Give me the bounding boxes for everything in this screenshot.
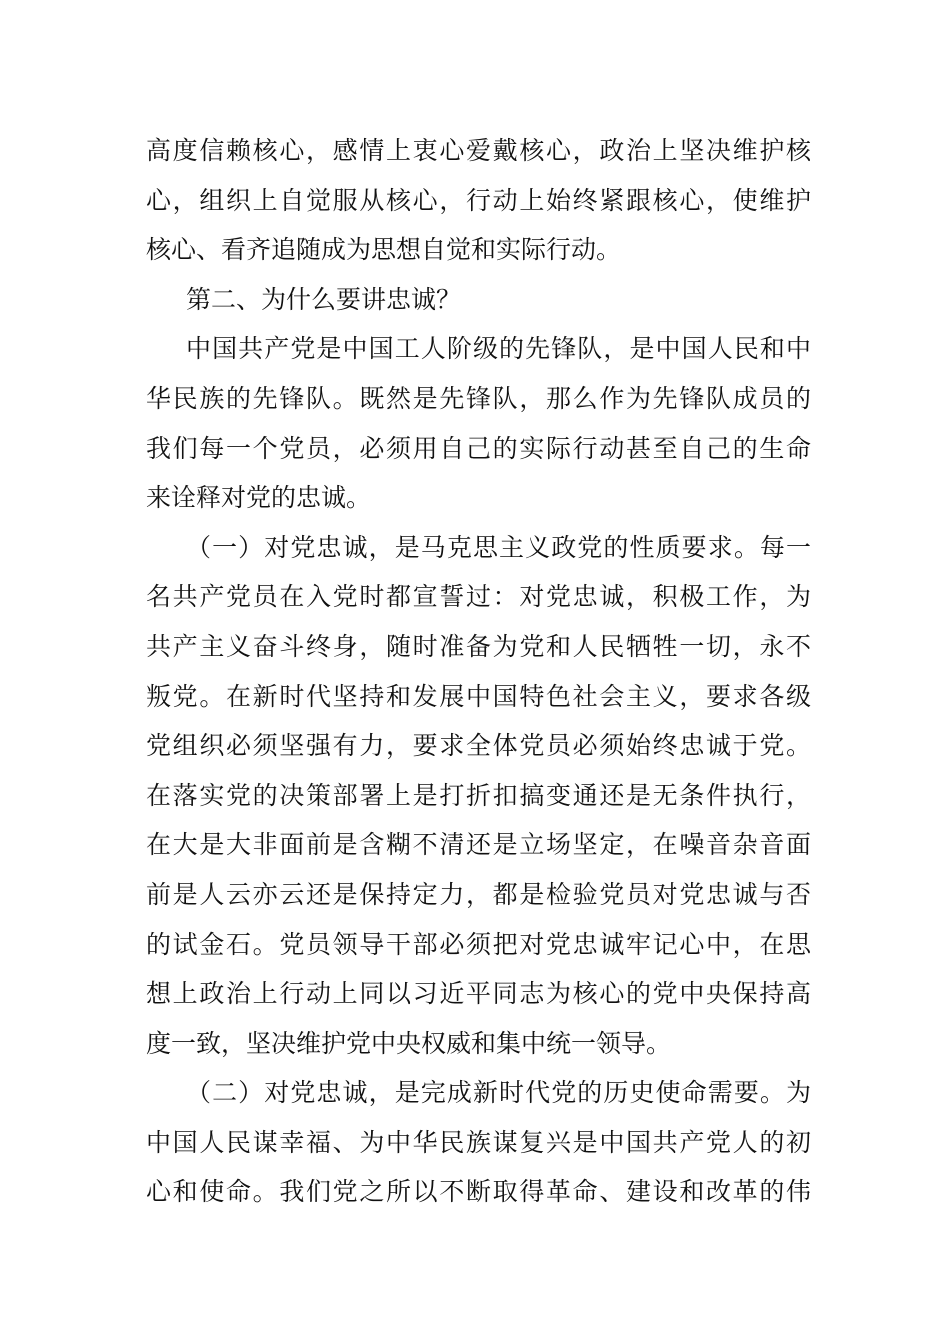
text-line: 高度信赖核心，感情上衷心爱戴核心，政治上坚决维护核 (146, 136, 811, 165)
text-line: 在落实党的决策部署上是打折扣搞变通还是无条件执行， (146, 780, 811, 810)
text-line: （二）对党忠诚，是完成新时代党的历史使命需要。为 (186, 1078, 811, 1108)
text-line: 我们每一个党员，必须用自己的实际行动甚至自己的生命 (146, 433, 811, 463)
text-line: 叛党。在新时代坚持和发展中国特色社会主义，要求各级 (146, 681, 811, 711)
text-line: 心和使命。我们党之所以不断取得革命、建设和改革的伟 (146, 1177, 811, 1207)
text-line: 华民族的先锋队。既然是先锋队，那么作为先锋队成员的 (146, 383, 811, 413)
text-line: 度一致，坚决维护党中央权威和集中统一领导。 (146, 1028, 672, 1058)
text-line: 共产主义奋斗终身，随时准备为党和人民牺牲一切，永不 (146, 631, 811, 661)
text-line: 中国人民谋幸福、为中华民族谋复兴是中国共产党人的初 (146, 1127, 811, 1157)
text-line: 党组织必须坚强有力，要求全体党员必须始终忠诚于党。 (146, 731, 811, 761)
text-line: 前是人云亦云还是保持定力，都是检验党员对党忠诚与否 (146, 879, 811, 909)
text-line: 的试金石。党员领导干部必须把对党忠诚牢记心中，在思 (146, 929, 811, 959)
text-line: 中国共产党是中国工人阶级的先锋队，是中国人民和中 (186, 334, 811, 364)
text-line: 心，组织上自觉服从核心，行动上始终紧跟核心，使维护 (146, 185, 811, 215)
section-heading: 第二、为什么要讲忠诚？ (186, 284, 462, 314)
text-line: 来诠释对党的忠诚。 (146, 483, 372, 513)
text-line: 名共产党员在入党时都宣誓过：对党忠诚，积极工作，为 (146, 582, 811, 612)
text-line: 核心、看齐追随成为思想自觉和实际行动。 (146, 235, 622, 265)
text-line: 在大是大非面前是含糊不清还是立场坚定，在噪音杂音面 (146, 830, 811, 860)
text-line: 想上政治上行动上同以习近平同志为核心的党中央保持高 (146, 979, 811, 1009)
text-line: （一）对党忠诚，是马克思主义政党的性质要求。每一 (186, 532, 811, 562)
document-body (146, 126, 811, 1217)
